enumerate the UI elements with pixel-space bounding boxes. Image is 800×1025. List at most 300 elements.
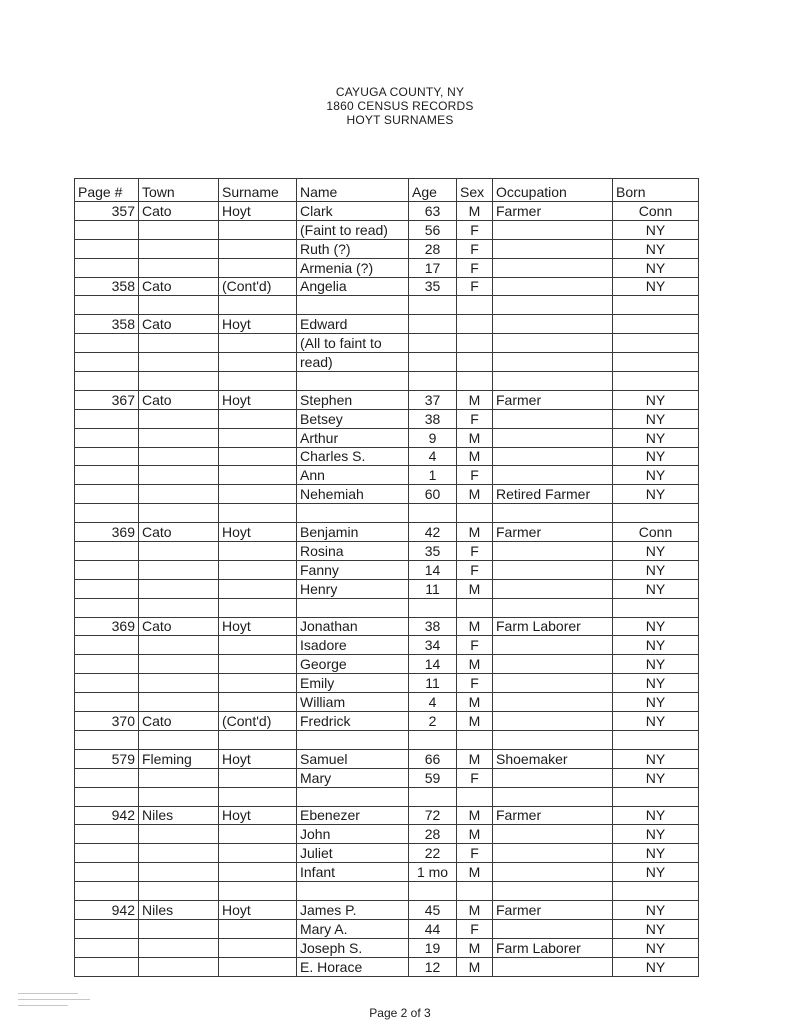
cell-surname [219, 825, 297, 844]
cell-town [139, 504, 219, 523]
cell-occupation [493, 353, 613, 372]
cell-occupation [493, 334, 613, 353]
cell-sex: M [457, 428, 493, 447]
cell-name: Henry [297, 579, 409, 598]
cell-age [409, 296, 457, 315]
cell-surname [219, 409, 297, 428]
cell-occupation [493, 674, 613, 693]
cell-sex [457, 353, 493, 372]
cell-sex [457, 598, 493, 617]
cell-page [75, 730, 139, 749]
cell-born: NY [613, 447, 699, 466]
cell-occupation [493, 863, 613, 882]
cell-born: NY [613, 636, 699, 655]
cell-town [139, 334, 219, 353]
cell-age: 14 [409, 655, 457, 674]
cell-born: NY [613, 277, 699, 296]
cell-occupation [493, 466, 613, 485]
cell-surname: Hoyt [219, 390, 297, 409]
cell-age: 2 [409, 712, 457, 731]
cell-occupation [493, 447, 613, 466]
document-header [0, 85, 800, 127]
cell-name [297, 730, 409, 749]
table-row [75, 882, 699, 901]
cell-age: 4 [409, 693, 457, 712]
cell-town [139, 598, 219, 617]
cell-occupation [493, 579, 613, 598]
cell-born [613, 334, 699, 353]
cell-town [139, 220, 219, 239]
cell-page: 367 [75, 390, 139, 409]
cell-page [75, 504, 139, 523]
cell-sex: M [457, 938, 493, 957]
cell-age: 12 [409, 957, 457, 976]
cell-page [75, 655, 139, 674]
cell-surname [219, 768, 297, 787]
cell-page [75, 938, 139, 957]
table-row [75, 579, 699, 598]
col-header-surname: Surname [219, 179, 297, 202]
page-number: Page 2 of 3 [369, 1006, 431, 1020]
cell-town [139, 844, 219, 863]
cell-born [613, 730, 699, 749]
cell-town [139, 296, 219, 315]
cell-town [139, 768, 219, 787]
cell-born: NY [613, 560, 699, 579]
cell-sex: F [457, 636, 493, 655]
cell-town [139, 239, 219, 258]
cell-age: 4 [409, 447, 457, 466]
cell-town [139, 542, 219, 561]
cell-born [613, 598, 699, 617]
cell-town [139, 636, 219, 655]
cell-occupation: Farmer [493, 806, 613, 825]
cell-town [139, 409, 219, 428]
table-row [75, 428, 699, 447]
cell-town: Cato [139, 617, 219, 636]
table-row [75, 409, 699, 428]
cell-name: Fanny [297, 560, 409, 579]
census-table-body [75, 202, 699, 977]
cell-town [139, 258, 219, 277]
cell-name [297, 787, 409, 806]
cell-surname: Hoyt [219, 315, 297, 334]
cell-page [75, 485, 139, 504]
cell-sex: F [457, 239, 493, 258]
cell-name: Benjamin [297, 523, 409, 542]
cell-age: 28 [409, 825, 457, 844]
cell-age: 17 [409, 258, 457, 277]
cell-sex [457, 787, 493, 806]
cell-sex: F [457, 844, 493, 863]
cell-occupation [493, 372, 613, 391]
cell-surname [219, 239, 297, 258]
cell-page [75, 296, 139, 315]
cell-surname [219, 598, 297, 617]
cell-born: NY [613, 579, 699, 598]
cell-town [139, 485, 219, 504]
table-row [75, 787, 699, 806]
cell-born: Conn [613, 523, 699, 542]
table-row [75, 390, 699, 409]
cell-name: Rosina [297, 542, 409, 561]
table-row [75, 202, 699, 221]
cell-born [613, 504, 699, 523]
cell-surname [219, 655, 297, 674]
cell-born: NY [613, 825, 699, 844]
table-row [75, 334, 699, 353]
cell-page [75, 674, 139, 693]
cell-occupation [493, 693, 613, 712]
cell-born: NY [613, 258, 699, 277]
cell-born: NY [613, 542, 699, 561]
cell-page [75, 844, 139, 863]
cell-occupation [493, 655, 613, 674]
cell-page: 370 [75, 712, 139, 731]
cell-page [75, 768, 139, 787]
table-row [75, 560, 699, 579]
table-row [75, 768, 699, 787]
cell-born: NY [613, 712, 699, 731]
cell-age: 11 [409, 674, 457, 693]
col-header-age: Age [409, 179, 457, 202]
cell-surname [219, 353, 297, 372]
cell-town [139, 787, 219, 806]
table-row [75, 523, 699, 542]
cell-occupation [493, 787, 613, 806]
cell-occupation: Farmer [493, 202, 613, 221]
cell-born: NY [613, 844, 699, 863]
cell-born: NY [613, 428, 699, 447]
cell-sex [457, 882, 493, 901]
cell-surname: Hoyt [219, 202, 297, 221]
cell-page [75, 353, 139, 372]
cell-sex: M [457, 863, 493, 882]
cell-town: Cato [139, 315, 219, 334]
cell-born: NY [613, 957, 699, 976]
cell-born [613, 882, 699, 901]
cell-born: NY [613, 655, 699, 674]
cell-surname: Hoyt [219, 900, 297, 919]
cell-born [613, 787, 699, 806]
table-row [75, 806, 699, 825]
cell-born [613, 353, 699, 372]
cell-occupation: Shoemaker [493, 749, 613, 768]
cell-name [297, 504, 409, 523]
cell-name: Clark [297, 202, 409, 221]
table-row [75, 749, 699, 768]
col-header-born: Born [613, 179, 699, 202]
cell-sex: M [457, 806, 493, 825]
table-row [75, 466, 699, 485]
cell-name: Infant [297, 863, 409, 882]
cell-sex: F [457, 768, 493, 787]
cell-town: Niles [139, 806, 219, 825]
cell-born: NY [613, 900, 699, 919]
cell-town: Cato [139, 523, 219, 542]
cell-surname [219, 296, 297, 315]
cell-born: NY [613, 390, 699, 409]
cell-age: 72 [409, 806, 457, 825]
cell-sex [457, 504, 493, 523]
cell-occupation [493, 560, 613, 579]
cell-town [139, 428, 219, 447]
cell-sex [457, 296, 493, 315]
cell-town: Cato [139, 277, 219, 296]
col-header-page: Page # [75, 179, 139, 202]
cell-town [139, 693, 219, 712]
cell-occupation [493, 315, 613, 334]
cell-age: 38 [409, 409, 457, 428]
cell-born [613, 296, 699, 315]
cell-surname: Hoyt [219, 806, 297, 825]
table-row [75, 938, 699, 957]
cell-town: Cato [139, 390, 219, 409]
cell-page: 358 [75, 277, 139, 296]
cell-age: 11 [409, 579, 457, 598]
table-row [75, 504, 699, 523]
cell-town [139, 372, 219, 391]
table-row [75, 655, 699, 674]
table-row [75, 636, 699, 655]
cell-page: 357 [75, 202, 139, 221]
cell-sex: M [457, 825, 493, 844]
cell-age: 59 [409, 768, 457, 787]
cell-page: 358 [75, 315, 139, 334]
cell-sex [457, 334, 493, 353]
cell-page [75, 882, 139, 901]
cell-sex: M [457, 617, 493, 636]
cell-name: Jonathan [297, 617, 409, 636]
table-row [75, 825, 699, 844]
cell-born [613, 372, 699, 391]
cell-page [75, 560, 139, 579]
cell-town [139, 730, 219, 749]
cell-page [75, 220, 139, 239]
cell-sex: M [457, 485, 493, 504]
cell-page [75, 693, 139, 712]
cell-sex: F [457, 560, 493, 579]
cell-sex: M [457, 579, 493, 598]
cell-town [139, 863, 219, 882]
cell-page [75, 239, 139, 258]
cell-sex: F [457, 466, 493, 485]
cell-name: Joseph S. [297, 938, 409, 957]
cell-page [75, 447, 139, 466]
cell-age: 28 [409, 239, 457, 258]
cell-surname: Hoyt [219, 617, 297, 636]
cell-born: NY [613, 938, 699, 957]
cell-age [409, 315, 457, 334]
cell-sex: M [457, 749, 493, 768]
col-header-name: Name [297, 179, 409, 202]
cell-page: 942 [75, 900, 139, 919]
cell-sex: M [457, 712, 493, 731]
table-row [75, 693, 699, 712]
cell-born: NY [613, 617, 699, 636]
cell-name: Ebenezer [297, 806, 409, 825]
cell-name: Mary A. [297, 919, 409, 938]
table-row [75, 277, 699, 296]
cell-occupation [493, 825, 613, 844]
cell-age: 66 [409, 749, 457, 768]
cell-occupation [493, 712, 613, 731]
table-row [75, 844, 699, 863]
cell-age: 9 [409, 428, 457, 447]
cell-surname [219, 466, 297, 485]
cell-town [139, 353, 219, 372]
cell-surname [219, 957, 297, 976]
table-header-row [75, 179, 699, 202]
cell-surname: (Cont'd) [219, 712, 297, 731]
table-row [75, 315, 699, 334]
cell-sex [457, 315, 493, 334]
cell-name: (Faint to read) [297, 220, 409, 239]
census-table [74, 178, 699, 977]
cell-occupation: Farm Laborer [493, 617, 613, 636]
cell-page [75, 636, 139, 655]
cell-town: Fleming [139, 749, 219, 768]
cell-age: 14 [409, 560, 457, 579]
cell-page [75, 825, 139, 844]
cell-born: NY [613, 239, 699, 258]
table-row [75, 447, 699, 466]
cell-surname: (Cont'd) [219, 277, 297, 296]
table-row [75, 900, 699, 919]
cell-surname [219, 787, 297, 806]
cell-page: 942 [75, 806, 139, 825]
cell-surname [219, 504, 297, 523]
cell-sex: M [457, 447, 493, 466]
cell-sex [457, 372, 493, 391]
cell-sex: F [457, 674, 493, 693]
cell-occupation [493, 844, 613, 863]
cell-surname [219, 674, 297, 693]
table-row [75, 485, 699, 504]
cell-name: Edward [297, 315, 409, 334]
cell-surname [219, 258, 297, 277]
cell-occupation [493, 409, 613, 428]
table-row [75, 542, 699, 561]
cell-occupation [493, 768, 613, 787]
cell-occupation [493, 277, 613, 296]
cell-surname [219, 844, 297, 863]
cell-name: Mary [297, 768, 409, 787]
cell-occupation [493, 598, 613, 617]
cell-surname [219, 863, 297, 882]
cell-name [297, 882, 409, 901]
cell-occupation: Farmer [493, 390, 613, 409]
cell-name: Isadore [297, 636, 409, 655]
cell-name: Arthur [297, 428, 409, 447]
cell-sex: F [457, 258, 493, 277]
table-row [75, 919, 699, 938]
table-row [75, 372, 699, 391]
cell-town [139, 466, 219, 485]
cell-surname [219, 485, 297, 504]
cell-age: 1 [409, 466, 457, 485]
cell-name [297, 372, 409, 391]
cell-occupation [493, 239, 613, 258]
cell-sex: M [457, 523, 493, 542]
cell-name: Samuel [297, 749, 409, 768]
cell-name [297, 598, 409, 617]
header-county: CAYUGA COUNTY, NY [335, 85, 465, 99]
cell-surname [219, 372, 297, 391]
cell-page [75, 428, 139, 447]
cell-surname [219, 428, 297, 447]
cell-page [75, 787, 139, 806]
table-row [75, 863, 699, 882]
cell-page [75, 372, 139, 391]
cell-surname [219, 220, 297, 239]
cell-age [409, 730, 457, 749]
cell-town [139, 919, 219, 938]
table-row [75, 220, 699, 239]
cell-name: Stephen [297, 390, 409, 409]
cell-name: (All to faint to [297, 334, 409, 353]
cell-page: 369 [75, 523, 139, 542]
cell-age [409, 353, 457, 372]
cell-age: 60 [409, 485, 457, 504]
cell-surname [219, 636, 297, 655]
cell-age [409, 787, 457, 806]
cell-name: William [297, 693, 409, 712]
cell-occupation [493, 882, 613, 901]
cell-surname [219, 730, 297, 749]
cell-name: James P. [297, 900, 409, 919]
table-row [75, 712, 699, 731]
cell-age [409, 882, 457, 901]
cell-surname [219, 579, 297, 598]
table-row [75, 674, 699, 693]
cell-page [75, 579, 139, 598]
cell-name: read) [297, 353, 409, 372]
cell-sex: M [457, 957, 493, 976]
cell-occupation [493, 636, 613, 655]
cell-name: Emily [297, 674, 409, 693]
cell-age: 44 [409, 919, 457, 938]
cell-age: 63 [409, 202, 457, 221]
cell-surname [219, 938, 297, 957]
cell-town: Cato [139, 202, 219, 221]
cell-town [139, 579, 219, 598]
cell-occupation [493, 296, 613, 315]
cell-occupation [493, 730, 613, 749]
cell-born: Conn [613, 202, 699, 221]
cell-age: 34 [409, 636, 457, 655]
cell-surname [219, 693, 297, 712]
header-records: 1860 CENSUS RECORDS [326, 99, 474, 113]
cell-occupation [493, 542, 613, 561]
cell-name: Charles S. [297, 447, 409, 466]
cell-sex: M [457, 202, 493, 221]
cell-name [297, 296, 409, 315]
cell-age: 45 [409, 900, 457, 919]
cell-page [75, 258, 139, 277]
cell-occupation [493, 957, 613, 976]
col-header-town: Town [139, 179, 219, 202]
cell-sex: M [457, 693, 493, 712]
cell-sex: M [457, 900, 493, 919]
cell-name: Ann [297, 466, 409, 485]
cell-age: 56 [409, 220, 457, 239]
cell-occupation: Retired Farmer [493, 485, 613, 504]
table-row [75, 239, 699, 258]
cell-name: Juliet [297, 844, 409, 863]
cell-sex: F [457, 277, 493, 296]
cell-occupation [493, 258, 613, 277]
